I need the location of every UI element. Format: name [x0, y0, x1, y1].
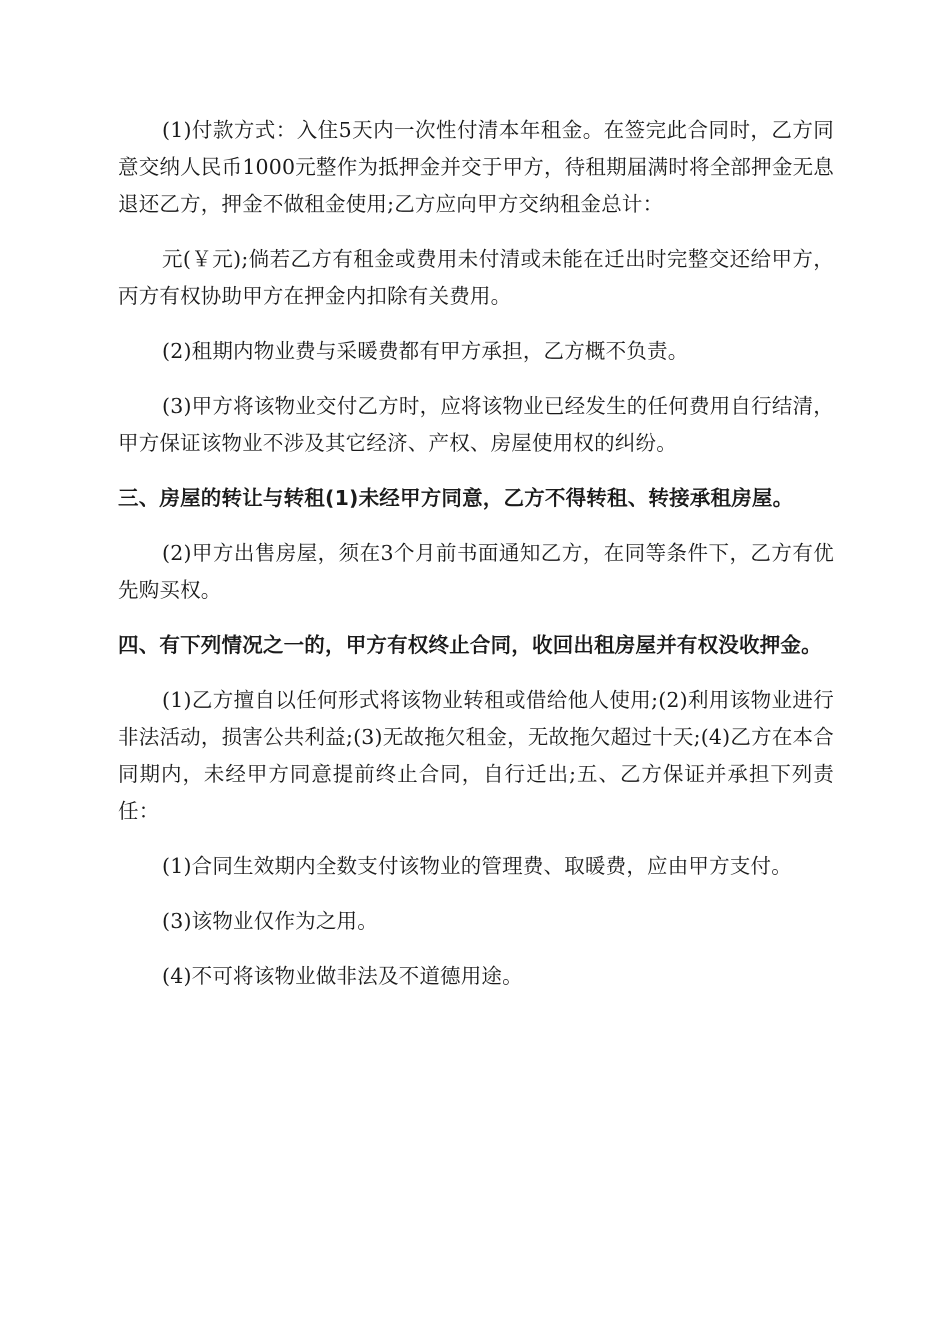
paragraph-no-illegal-use: (4)不可将该物业做非法及不道德用途。 [162, 964, 523, 988]
paragraph-payment-method: (1)付款方式：入住5天内一次性付清本年租金。在签完此合同时，乙方同意交纳人民币1000元整作为抵押金并交于甲方，待租期届满时将全部押金无息退还乙方，押金不做租金使用;乙方应向甲方交纳租金总计： [118, 118, 834, 216]
paragraph-termination-conditions: (1)乙方擅自以任何形式将该物业转租或借给他人使用;(2)利用该物业进行非法活动，损害公共利益;(3)无故拖欠租金，无故拖欠超过十天;(4)乙方在本合同期内，未经甲方同意提前终止合同，自行迁出;五、乙方保证并承担下列责任： [118, 688, 834, 823]
paragraph-sale-notice: (2)甲方出售房屋，须在3个月前书面通知乙方，在同等条件下，乙方有优先购买权。 [118, 541, 834, 602]
paragraph-deposit-deduction: 元(￥元);倘若乙方有租金或费用未付清或未能在迁出时完整交还给甲方，丙方有权协助甲方在押金内扣除有关费用。 [118, 247, 834, 308]
section-heading-termination: 四、有下列情况之一的，甲方有权终止合同，收回出租房屋并有权没收押金。 [118, 633, 822, 657]
section-heading-sublease: 三、房屋的转让与转租(1)未经甲方同意，乙方不得转租、转接承租房屋。 [118, 486, 794, 510]
document-body [118, 112, 834, 1013]
paragraph-management-fees: (1)合同生效期内全数支付该物业的管理费、取暖费，应由甲方支付。 [162, 854, 792, 878]
paragraph-property-fees: (2)租期内物业费与采暖费都有甲方承担，乙方概不负责。 [162, 339, 689, 363]
paragraph-settlement: (3)甲方将该物业交付乙方时，应将该物业已经发生的任何费用自行结清，甲方保证该物业不涉及其它经济、产权、房屋使用权的纠纷。 [118, 394, 834, 455]
paragraph-property-use: (3)该物业仅作为之用。 [162, 909, 378, 933]
